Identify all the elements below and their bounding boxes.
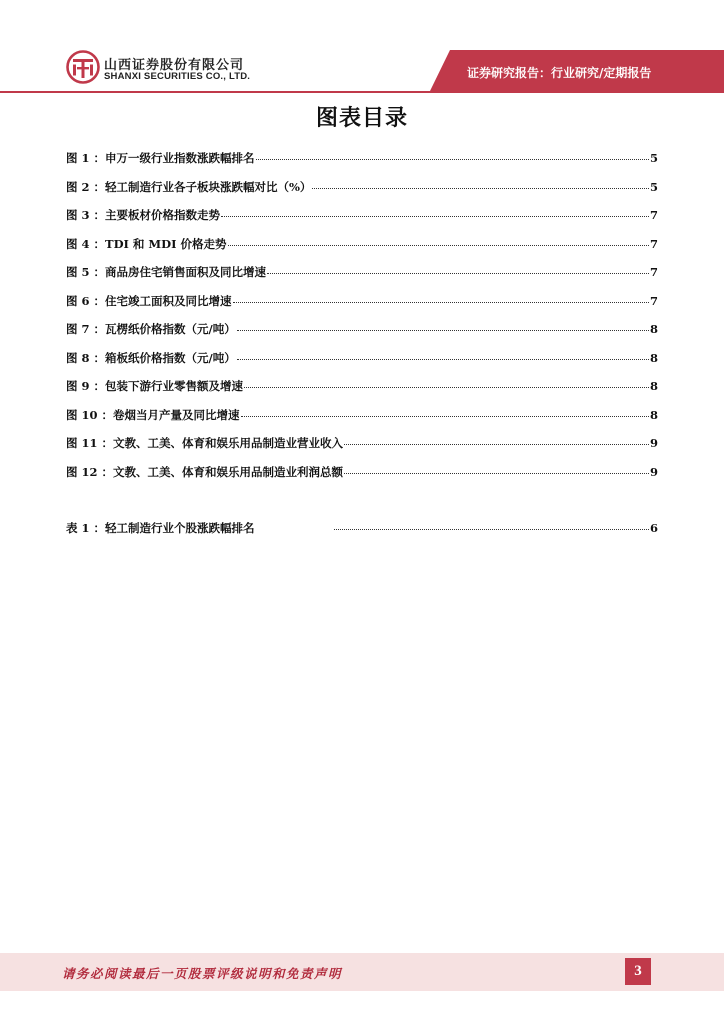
toc-dot-leader (344, 472, 649, 474)
toc-entry-figure-7[interactable] (66, 321, 658, 337)
toc-dot-leader (237, 329, 649, 331)
company-name-en: SHANXI SECURITIES CO., LTD. (104, 71, 251, 82)
toc-dot-leader (237, 358, 649, 360)
footer-disclaimer: 请务必阅读最后一页股票评级说明和免责声明 (62, 966, 343, 981)
toc-dot-leader (256, 158, 649, 160)
toc-entry-label: 图 4 ：TDI 和 MDI 价格走势 (66, 236, 227, 251)
toc-entry-page: 7 (649, 265, 658, 279)
toc-dot-leader (334, 528, 649, 530)
toc-entry-page: 8 (649, 407, 658, 422)
page-title: 图表目录 (315, 106, 408, 131)
toc-entry-figure-4[interactable] (66, 236, 658, 252)
toc-entry-page: 6 (649, 521, 658, 535)
shanxi-securities-logo-icon (66, 50, 100, 84)
toc-entry-page: 9 (649, 436, 658, 450)
toc-entry-figure-5[interactable] (66, 264, 658, 280)
toc-entry-table-1[interactable] (66, 520, 658, 536)
toc-entry-page: 8 (649, 350, 658, 365)
page-footer (0, 953, 724, 991)
toc-entry-label: 图 6 ：住宅竣工面积及同比增速 (66, 293, 232, 308)
toc-entry-figure-2[interactable] (66, 179, 658, 195)
toc-entry-page: 5 (649, 151, 658, 165)
toc-entry-label: 图 8 ：箱板纸价格指数（元/吨） (66, 350, 236, 365)
toc-entry-figure-9[interactable] (66, 378, 658, 394)
report-type-label: 证券研究报告：行业研究/定期报告 (467, 66, 652, 80)
toc-entry-page: 7 (649, 236, 658, 251)
toc-dot-leader (344, 443, 649, 445)
toc-entry-page: 7 (649, 208, 658, 222)
toc-dot-leader (233, 301, 649, 303)
toc-dot-leader (244, 386, 649, 388)
toc-entry-label: 图 1 ：申万一级行业指数涨跌幅排名 (66, 151, 255, 165)
toc-entry-page: 8 (649, 322, 658, 336)
toc-entry-label: 图 3 ：主要板材价格指数走势 (66, 208, 221, 222)
toc-dot-leader (312, 187, 649, 189)
report-header (0, 0, 724, 95)
toc-entry-figure-3[interactable] (66, 207, 658, 223)
toc-entry-label: 图 5 ：商品房住宅销售面积及同比增速 (66, 265, 267, 279)
toc-entry-figure-12[interactable] (66, 464, 658, 480)
toc-entry-figure-10[interactable] (66, 407, 658, 423)
toc-dot-leader (241, 415, 649, 417)
toc-entry-label: 图 12 ：文教、工美、体育和娱乐用品制造业利润总额 (66, 464, 344, 479)
toc-dot-leader (267, 272, 649, 274)
toc-entry-page: 8 (649, 379, 658, 393)
toc-entry-label: 图 2 ：轻工制造行业各子板块涨跌幅对比（%） (66, 179, 312, 194)
header-divider (0, 91, 724, 93)
toc-entry-page: 9 (649, 464, 658, 479)
toc-entry-page: 7 (649, 293, 658, 308)
page-number: 3 (625, 958, 651, 985)
toc-entry-figure-8[interactable] (66, 350, 658, 366)
toc-entry-label: 图 9 ：包装下游行业零售额及增速 (66, 379, 244, 393)
toc-dot-leader (221, 215, 649, 217)
company-name-cn: 山西证券股份有限公司 (104, 58, 245, 73)
toc-dot-leader (228, 244, 649, 246)
toc-entry-label: 图 11 ：文教、工美、体育和娱乐用品制造业营业收入 (66, 436, 344, 450)
toc-entry-label: 图 10 ：卷烟当月产量及同比增速 (66, 407, 240, 422)
toc-entry-figure-6[interactable] (66, 293, 658, 309)
toc-entry-figure-11[interactable] (66, 435, 658, 451)
toc-entry-label: 表 1 ：轻工制造行业个股涨跌幅排名 (66, 521, 255, 535)
toc-entry-page: 5 (649, 179, 658, 194)
toc-entry-figure-1[interactable] (66, 150, 658, 166)
toc-entry-label: 图 7 ：瓦楞纸价格指数（元/吨） (66, 322, 236, 336)
